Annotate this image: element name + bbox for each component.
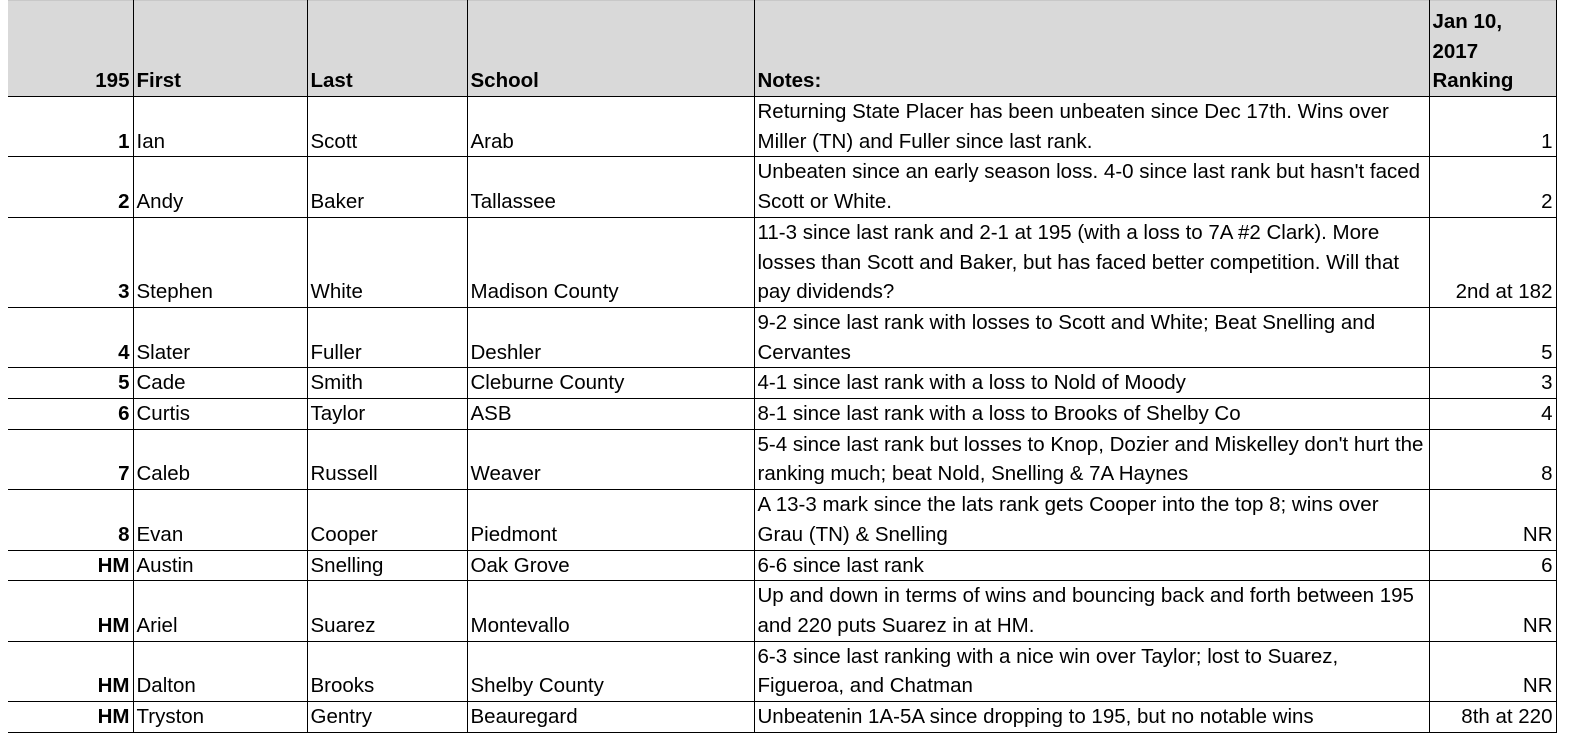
table-row — [8, 581, 1556, 641]
cell-school[interactable]: Shelby County — [467, 641, 754, 701]
cell-first[interactable]: Ariel — [133, 581, 307, 641]
cell-notes[interactable]: Up and down in terms of wins and bouncing back and forth between 195 and 220 puts Suarez in at HM. — [754, 581, 1429, 641]
cell-rank[interactable]: HM — [8, 581, 133, 641]
cell-last[interactable]: Gentry — [307, 702, 467, 733]
cell-school[interactable]: Cleburne County — [467, 368, 754, 399]
header-school[interactable]: School — [467, 1, 754, 97]
cell-rank[interactable]: 5 — [8, 368, 133, 399]
cell-notes[interactable]: Returning State Placer has been unbeaten since Dec 17th. Wins over Miller (TN) and Fuller since last rank. — [754, 97, 1429, 157]
cell-first[interactable]: Slater — [133, 307, 307, 367]
cell-prev-ranking[interactable]: 2 — [1429, 157, 1556, 217]
header-row — [8, 1, 1556, 97]
cell-first[interactable]: Austin — [133, 550, 307, 581]
cell-last[interactable]: Suarez — [307, 581, 467, 641]
cell-rank[interactable]: 7 — [8, 429, 133, 489]
cell-prev-ranking[interactable]: 8 — [1429, 429, 1556, 489]
cell-rank[interactable]: HM — [8, 641, 133, 701]
table-row — [8, 429, 1556, 489]
cell-prev-ranking[interactable]: 6 — [1429, 550, 1556, 581]
cell-last[interactable]: Scott — [307, 97, 467, 157]
header-notes[interactable]: Notes: — [754, 1, 1429, 97]
cell-school[interactable]: Deshler — [467, 307, 754, 367]
cell-school[interactable]: Weaver — [467, 429, 754, 489]
cell-rank[interactable]: 2 — [8, 157, 133, 217]
cell-last[interactable]: White — [307, 217, 467, 307]
cell-last[interactable]: Baker — [307, 157, 467, 217]
cell-first[interactable]: Tryston — [133, 702, 307, 733]
cell-rank[interactable]: 1 — [8, 97, 133, 157]
cell-first[interactable]: Caleb — [133, 429, 307, 489]
cell-rank[interactable]: HM — [8, 702, 133, 733]
table-row — [8, 399, 1556, 430]
cell-notes[interactable]: Unbeatenin 1A-5A since dropping to 195, but no notable wins — [754, 702, 1429, 733]
table-row — [8, 550, 1556, 581]
cell-school[interactable]: ASB — [467, 399, 754, 430]
cell-notes[interactable]: 11-3 since last rank and 2-1 at 195 (with a loss to 7A #2 Clark). More losses than Scott and Baker, but has faced better competition. Will that pay dividends? — [754, 217, 1429, 307]
cell-prev-ranking[interactable]: 8th at 220 — [1429, 702, 1556, 733]
cell-school[interactable]: Piedmont — [467, 490, 754, 550]
cell-school[interactable]: Montevallo — [467, 581, 754, 641]
cell-first[interactable]: Curtis — [133, 399, 307, 430]
cell-first[interactable]: Andy — [133, 157, 307, 217]
cell-last[interactable]: Smith — [307, 368, 467, 399]
header-ranking[interactable]: Jan 10, 2017 Ranking — [1429, 1, 1556, 97]
table-row — [8, 641, 1556, 701]
table-row — [8, 97, 1556, 157]
cell-prev-ranking[interactable]: 1 — [1429, 97, 1556, 157]
cell-last[interactable]: Taylor — [307, 399, 467, 430]
cell-rank[interactable]: 6 — [8, 399, 133, 430]
cell-prev-ranking[interactable]: NR — [1429, 641, 1556, 701]
table-row — [8, 490, 1556, 550]
table-row — [8, 307, 1556, 367]
cell-prev-ranking[interactable]: NR — [1429, 490, 1556, 550]
cell-last[interactable]: Snelling — [307, 550, 467, 581]
cell-rank[interactable]: HM — [8, 550, 133, 581]
cell-first[interactable]: Cade — [133, 368, 307, 399]
cell-last[interactable]: Fuller — [307, 307, 467, 367]
cell-rank[interactable]: 8 — [8, 490, 133, 550]
cell-notes[interactable]: 6-3 since last ranking with a nice win over Taylor; lost to Suarez, Figueroa, and Chatman — [754, 641, 1429, 701]
cell-first[interactable]: Dalton — [133, 641, 307, 701]
cell-notes[interactable]: A 13-3 mark since the lats rank gets Cooper into the top 8; wins over Grau (TN) & Snelling — [754, 490, 1429, 550]
cell-prev-ranking[interactable]: 5 — [1429, 307, 1556, 367]
cell-notes[interactable]: 9-2 since last rank with losses to Scott and White; Beat Snelling and Cervantes — [754, 307, 1429, 367]
cell-prev-ranking[interactable]: 2nd at 182 — [1429, 217, 1556, 307]
cell-school[interactable]: Oak Grove — [467, 550, 754, 581]
cell-last[interactable]: Cooper — [307, 490, 467, 550]
cell-first[interactable]: Ian — [133, 97, 307, 157]
cell-school[interactable]: Madison County — [467, 217, 754, 307]
cell-notes[interactable]: 5-4 since last rank but losses to Knop, Dozier and Miskelley don't hurt the ranking much; beat Nold, Snelling & 7A Haynes — [754, 429, 1429, 489]
cell-notes[interactable]: 6-6 since last rank — [754, 550, 1429, 581]
cell-first[interactable]: Stephen — [133, 217, 307, 307]
cell-first[interactable]: Evan — [133, 490, 307, 550]
cell-school[interactable]: Beauregard — [467, 702, 754, 733]
header-rank[interactable]: 195 — [8, 1, 133, 97]
cell-prev-ranking[interactable]: 4 — [1429, 399, 1556, 430]
table-row — [8, 217, 1556, 307]
cell-rank[interactable]: 4 — [8, 307, 133, 367]
table-row — [8, 157, 1556, 217]
header-last[interactable]: Last — [307, 1, 467, 97]
cell-school[interactable]: Tallassee — [467, 157, 754, 217]
cell-prev-ranking[interactable]: 3 — [1429, 368, 1556, 399]
table-row — [8, 368, 1556, 399]
cell-notes[interactable]: 8-1 since last rank with a loss to Brooks of Shelby Co — [754, 399, 1429, 430]
cell-notes[interactable]: 4-1 since last rank with a loss to Nold of Moody — [754, 368, 1429, 399]
cell-last[interactable]: Brooks — [307, 641, 467, 701]
cell-prev-ranking[interactable]: NR — [1429, 581, 1556, 641]
header-first[interactable]: First — [133, 1, 307, 97]
cell-school[interactable]: Arab — [467, 97, 754, 157]
cell-rank[interactable]: 3 — [8, 217, 133, 307]
cell-notes[interactable]: Unbeaten since an early season loss. 4-0 since last rank but hasn't faced Scott or White. — [754, 157, 1429, 217]
rankings-table — [8, 0, 1557, 733]
table-row — [8, 702, 1556, 733]
cell-last[interactable]: Russell — [307, 429, 467, 489]
